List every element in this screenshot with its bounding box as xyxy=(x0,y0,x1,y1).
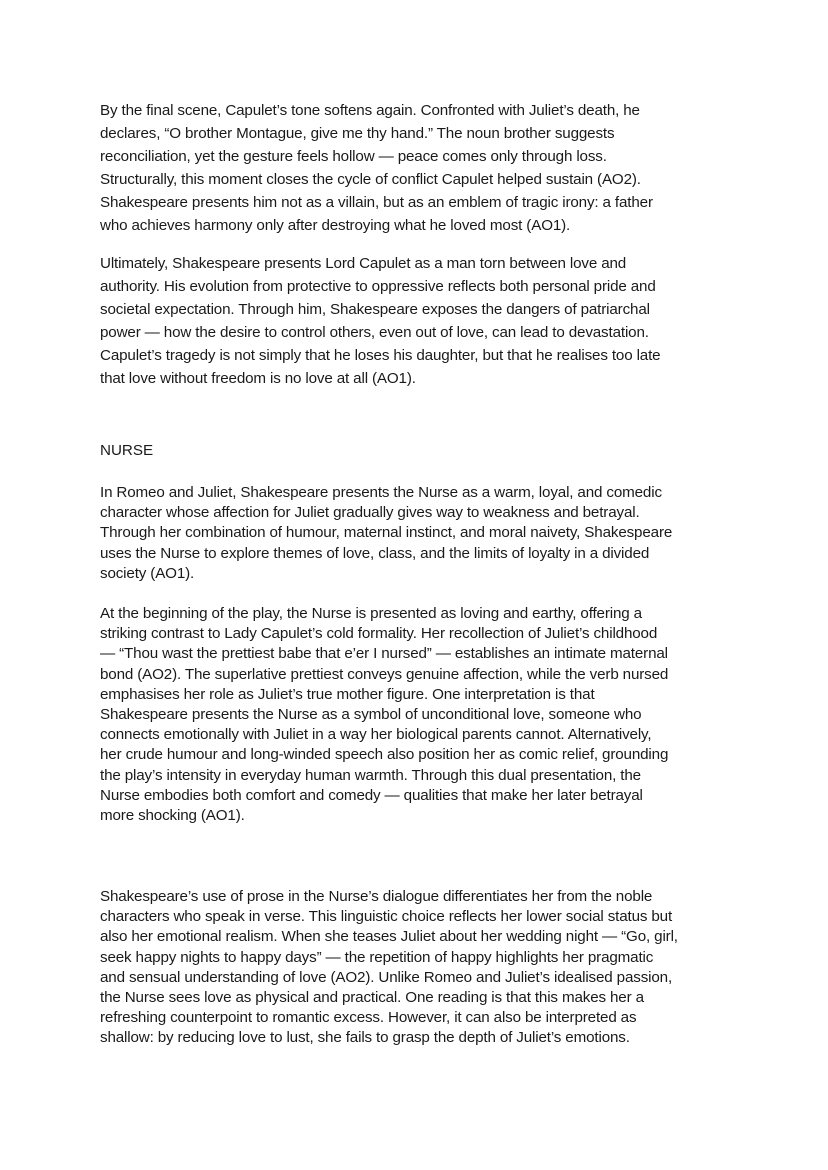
text-line: At the beginning of the play, the Nurse is presented as loving and earthy, offering a xyxy=(100,605,642,622)
text-line: Shakespeare presents him not as a villain, but as an emblem of tragic irony: a father xyxy=(100,194,653,211)
text-line: emphasises her role as Juliet’s true mother figure. One interpretation is that xyxy=(100,685,595,703)
text-line: the play’s intensity in everyday human warmth. Through this dual presentation, the xyxy=(100,766,641,784)
text-line: her crude humour and long-winded speech also position her as comic relief, grounding xyxy=(100,746,669,764)
text-line: refreshing counterpoint to romantic excess. However, it can also be interpreted as xyxy=(100,1009,637,1027)
text-line: — “Thou wast the prettiest babe that e’er I nursed” — establishes an intimate maternal xyxy=(100,645,668,663)
section-heading-nurse: NURSE xyxy=(100,442,154,459)
text-line: authority. His evolution from protective to oppressive reflects both personal pride and xyxy=(100,278,656,295)
text-line: who achieves harmony only after destroying what he loved most (AO1). xyxy=(100,217,571,234)
text-line: striking contrast to Lady Capulet’s cold formality. Her recollection of Juliet’s childhood xyxy=(100,625,658,643)
text-line: societal expectation. Through him, Shakespeare exposes the dangers of patriarchal xyxy=(100,301,650,318)
text-line: power — how the desire to control others, even out of love, can lead to devastation. xyxy=(100,324,649,341)
text-line: characters who speak in verse. This linguistic choice reflects her lower social status but xyxy=(100,908,673,926)
text-line: In Romeo and Juliet, Shakespeare presents the Nurse as a warm, loyal, and comedic xyxy=(100,484,662,501)
text-line: Capulet’s tragedy is not simply that he loses his daughter, but that he realises too late xyxy=(100,347,661,364)
text-line: and sensual understanding of love (AO2). Unlike Romeo and Juliet’s idealised passion, xyxy=(100,968,673,986)
text-line: Ultimately, Shakespeare presents Lord Capulet as a man torn between love and xyxy=(100,255,627,272)
text-line: character whose affection for Juliet gradually gives way to weakness and betrayal. xyxy=(100,504,640,522)
text-line: reconciliation, yet the gesture feels hollow — peace comes only through loss. xyxy=(100,148,607,165)
paragraph-nurse-beginning xyxy=(100,604,740,826)
text-line: bond (AO2). The superlative prettiest conveys genuine affection, while the verb nursed xyxy=(100,665,669,683)
text-line: the Nurse sees love as physical and practical. One reading is that this makes her a xyxy=(100,988,644,1006)
text-line: Nurse embodies both comfort and comedy — qualities that make her later betrayal xyxy=(100,786,643,804)
text-line: declares, “O brother Montague, give me thy hand.” The noun brother suggests xyxy=(100,125,615,142)
text-line: more shocking (AO1). xyxy=(100,806,245,824)
text-line: that love without freedom is no love at all (AO1). xyxy=(100,370,416,387)
text-line: shallow: by reducing love to lust, she fails to grasp the depth of Juliet’s emotions. xyxy=(100,1029,630,1047)
text-line: Through her combination of humour, maternal instinct, and moral naivety, Shakespeare xyxy=(100,524,673,542)
text-line: connects emotionally with Juliet in a way her biological parents cannot. Alternatively, xyxy=(100,726,652,744)
text-line: Shakespeare presents the Nurse as a symbol of unconditional love, someone who xyxy=(100,705,642,723)
text-line: uses the Nurse to explore themes of love, class, and the limits of loyalty in a divided xyxy=(100,544,650,562)
paragraph-capulet-final-scene xyxy=(100,99,740,237)
paragraph-capulet-conclusion xyxy=(100,252,740,390)
text-line: Shakespeare’s use of prose in the Nurse’s dialogue differentiates her from the noble xyxy=(100,888,653,905)
paragraph-nurse-prose xyxy=(100,887,740,1049)
text-line: By the final scene, Capulet’s tone softens again. Confronted with Juliet’s death, he xyxy=(100,102,640,119)
text-line: Structurally, this moment closes the cycle of conflict Capulet helped sustain (AO2). xyxy=(100,171,641,188)
text-line: society (AO1). xyxy=(100,564,195,582)
paragraph-nurse-intro xyxy=(100,483,740,584)
text-line: also her emotional realism. When she teases Juliet about her wedding night — “Go, girl, xyxy=(100,928,678,946)
text-line: seek happy nights to happy days” — the repetition of happy highlights her pragmatic xyxy=(100,948,654,966)
